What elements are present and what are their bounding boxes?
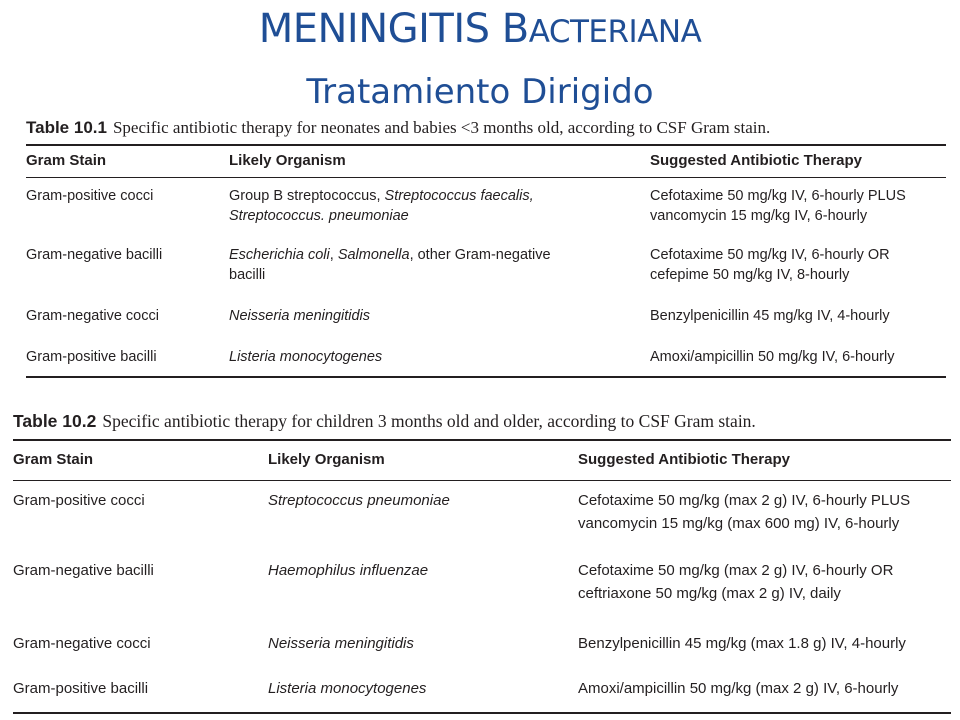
table-row	[26, 178, 946, 241]
cell-gram-stain: Gram-negative cocci	[26, 308, 159, 324]
cell-organism: Haemophilus influenzae	[268, 562, 429, 579]
header-gram-stain: Gram Stain	[26, 152, 107, 169]
slide-title-main: MENINGITIS B	[258, 6, 529, 52]
cell-organism: Neisseria meningitidis	[229, 308, 371, 324]
slide-subtitle: Tratamiento Dirigido	[306, 72, 654, 112]
table-header-row	[26, 146, 946, 177]
table-caption	[13, 410, 951, 439]
cell-gram-stain: Gram-negative bacilli	[13, 562, 154, 579]
organism-text: Escherichia coli	[229, 247, 330, 263]
organism-text: ,	[329, 247, 338, 263]
cell-gram-stain: Gram-negative cocci	[13, 635, 151, 652]
header-likely-organism: Likely Organism	[268, 451, 385, 468]
cell-organism: Listeria monocytogenes	[229, 349, 383, 365]
table-number: Table 10.1	[26, 118, 107, 137]
header-suggested-therapy: Suggested Antibiotic Therapy	[578, 451, 790, 468]
table-bottom-rule	[13, 712, 951, 714]
organism-text: Streptococcus. pneumoniae	[229, 208, 409, 224]
organism-text: bacilli	[229, 267, 266, 283]
table-header-row	[13, 441, 951, 480]
table-caption	[26, 118, 946, 144]
therapy-line: vancomycin 15 mg/kg IV, 6-hourly	[650, 208, 868, 224]
therapy-line: ceftriaxone 50 mg/kg (max 2 g) IV, daily	[578, 585, 841, 602]
organism-text: , other Gram-negative	[409, 247, 551, 263]
therapy-line: Cefotaxime 50 mg/kg (max 2 g) IV, 6-hourly PLUS	[578, 492, 911, 509]
therapy-line: Cefotaxime 50 mg/kg IV, 6-hourly PLUS	[650, 188, 906, 204]
table-10-2	[13, 410, 951, 714]
cell-therapy: Amoxi/ampicillin 50 mg/kg (max 2 g) IV, 6-hourly	[578, 680, 899, 697]
cell-gram-stain: Gram-positive bacilli	[26, 349, 157, 365]
table-10-1	[26, 118, 946, 378]
cell-organism: Streptococcus pneumoniae	[268, 492, 450, 509]
table-caption-text: Specific antibiotic therapy for children 3 months old and older, according to CSF Gram stain.	[102, 411, 756, 431]
table-row	[26, 301, 946, 341]
organism-text: Streptococcus faecalis,	[384, 188, 534, 204]
cell-therapy	[578, 489, 951, 535]
header-gram-stain: Gram Stain	[13, 451, 94, 468]
organism-text: Group B streptococcus,	[229, 188, 385, 204]
cell-organism	[229, 186, 650, 226]
table-row	[13, 555, 951, 625]
cell-therapy: Benzylpenicillin 45 mg/kg IV, 4-hourly	[650, 308, 890, 324]
therapy-line: vancomycin 15 mg/kg (max 600 mg) IV, 6-hourly	[578, 515, 900, 532]
table-row	[13, 672, 951, 712]
cell-organism: Neisseria meningitidis	[268, 635, 414, 652]
table-number: Table 10.2	[13, 411, 97, 431]
cell-gram-stain: Gram-positive bacilli	[13, 680, 149, 697]
cell-therapy	[650, 186, 946, 226]
table-row	[26, 341, 946, 376]
cell-therapy: Amoxi/ampicillin 50 mg/kg IV, 6-hourly	[650, 349, 895, 365]
therapy-line: Cefotaxime 50 mg/kg (max 2 g) IV, 6-hourly OR	[578, 562, 894, 579]
slide-title-smallcaps: ACTERIANA	[528, 14, 702, 50]
table-row	[13, 481, 951, 555]
cell-therapy	[578, 559, 951, 605]
slide-title	[0, 4, 960, 57]
cell-therapy	[650, 245, 946, 285]
cell-gram-stain: Gram-positive cocci	[26, 188, 154, 204]
cell-gram-stain: Gram-positive cocci	[13, 492, 145, 509]
header-suggested-therapy: Suggested Antibiotic Therapy	[650, 152, 862, 169]
therapy-line: cefepime 50 mg/kg IV, 8-hourly	[650, 267, 850, 283]
table-row	[13, 625, 951, 672]
cell-therapy: Benzylpenicillin 45 mg/kg (max 1.8 g) IV, 4-hourly	[578, 635, 906, 652]
cell-organism: Listeria monocytogenes	[268, 680, 427, 697]
header-likely-organism: Likely Organism	[229, 152, 346, 169]
cell-organism	[229, 245, 650, 285]
table-bottom-rule	[26, 376, 946, 378]
table-caption-text: Specific antibiotic therapy for neonates and babies <3 months old, according to CSF Gram stain.	[112, 118, 771, 137]
therapy-line: Cefotaxime 50 mg/kg IV, 6-hourly OR	[650, 247, 890, 263]
table-row	[26, 241, 946, 301]
cell-gram-stain: Gram-negative bacilli	[26, 247, 163, 263]
organism-text: Salmonella	[337, 247, 410, 263]
